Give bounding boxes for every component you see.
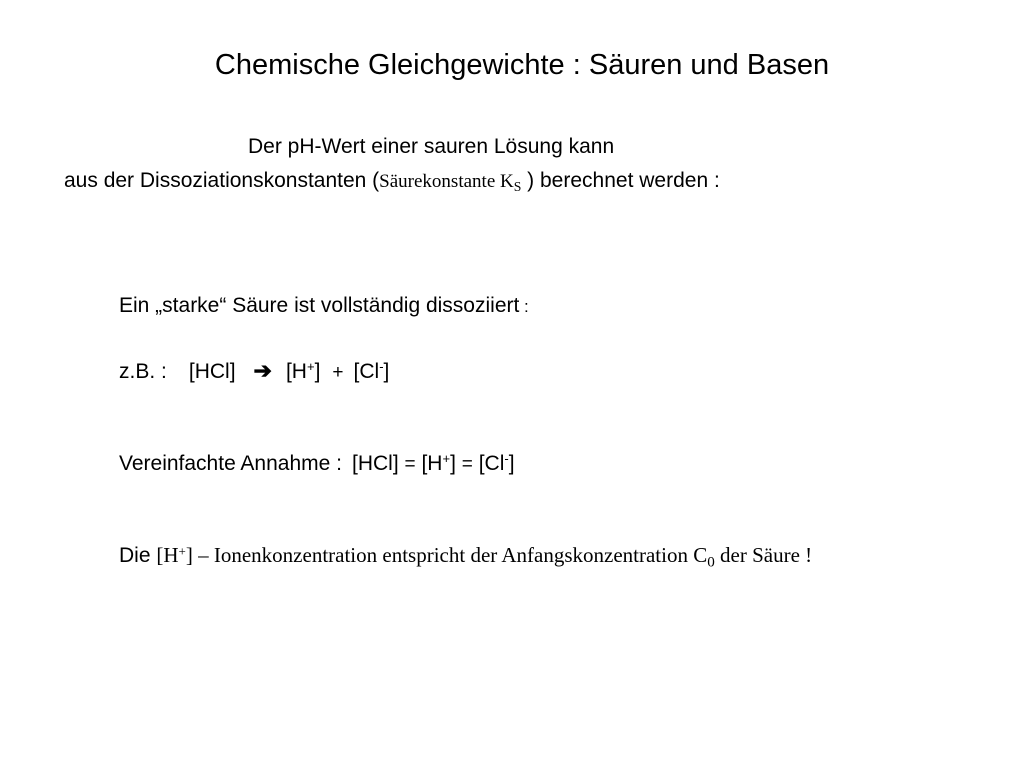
example-hcl: [HCl] [188,360,236,383]
acid-constant-subscript: S [513,179,522,195]
example-cl-charge: - [379,358,384,374]
conclusion-statement [119,541,812,570]
example-cl-close: ] [383,360,390,383]
conclusion-c-subscript: 0 [707,554,715,571]
simplified-assumption [119,450,515,479]
dissociation-example [119,357,389,387]
conclusion-h-charge: + [178,543,186,559]
conclusion-end: der Säure ! [714,543,813,567]
assumption-equals-2: = [461,454,473,475]
assumption-cl-open: [Cl [478,452,505,475]
assumption-cl-close: ] [508,452,515,475]
conclusion-text: ] – Ionenkonzentration entspricht der Anfangskonzentration C [185,543,708,567]
reaction-arrow-icon: ➔ [253,358,272,383]
assumption-h-ion [421,452,455,475]
intro-text-b: ) berechnet werden : [521,169,720,192]
conclusion-h-open: [H [156,543,179,567]
example-label: z.B. : [119,360,167,383]
assumption-h-close: ] [450,452,456,475]
acid-constant-label [379,171,522,195]
conclusion-serif-text [156,543,813,571]
assumption-h-open: [H [421,452,443,475]
acid-constant-text: Säurekonstante K [379,171,514,192]
assumption-cl-charge: - [504,450,509,466]
assumption-equals-1: = [404,454,416,475]
strong-acid-statement [119,292,529,321]
intro-line-1: Der pH-Wert einer sauren Lösung kann [248,135,615,158]
example-plus: + [332,362,344,383]
example-h-ion [286,360,320,383]
example-cl-ion [354,360,390,383]
intro-line-2 [64,167,720,196]
assumption-cl-ion [479,452,515,475]
strong-acid-colon: : [519,297,529,316]
slide-title: Chemische Gleichgewichte : Säuren und Basen [214,49,830,81]
strong-acid-text: Ein „starke“ Säure ist vollständig dissoziiert [119,294,520,317]
example-cl-open: [Cl [353,360,380,383]
assumption-hcl: [HCl] [352,452,399,475]
example-h-close: ] [314,360,321,383]
conclusion-die: Die [119,544,151,567]
assumption-label: Vereinfachte Annahme : [119,452,342,475]
example-h-charge: + [306,358,315,374]
intro-text-a: aus der Dissoziationskonstanten ( [64,169,380,192]
example-h-open: [H [285,360,307,383]
assumption-h-charge: + [442,450,451,466]
